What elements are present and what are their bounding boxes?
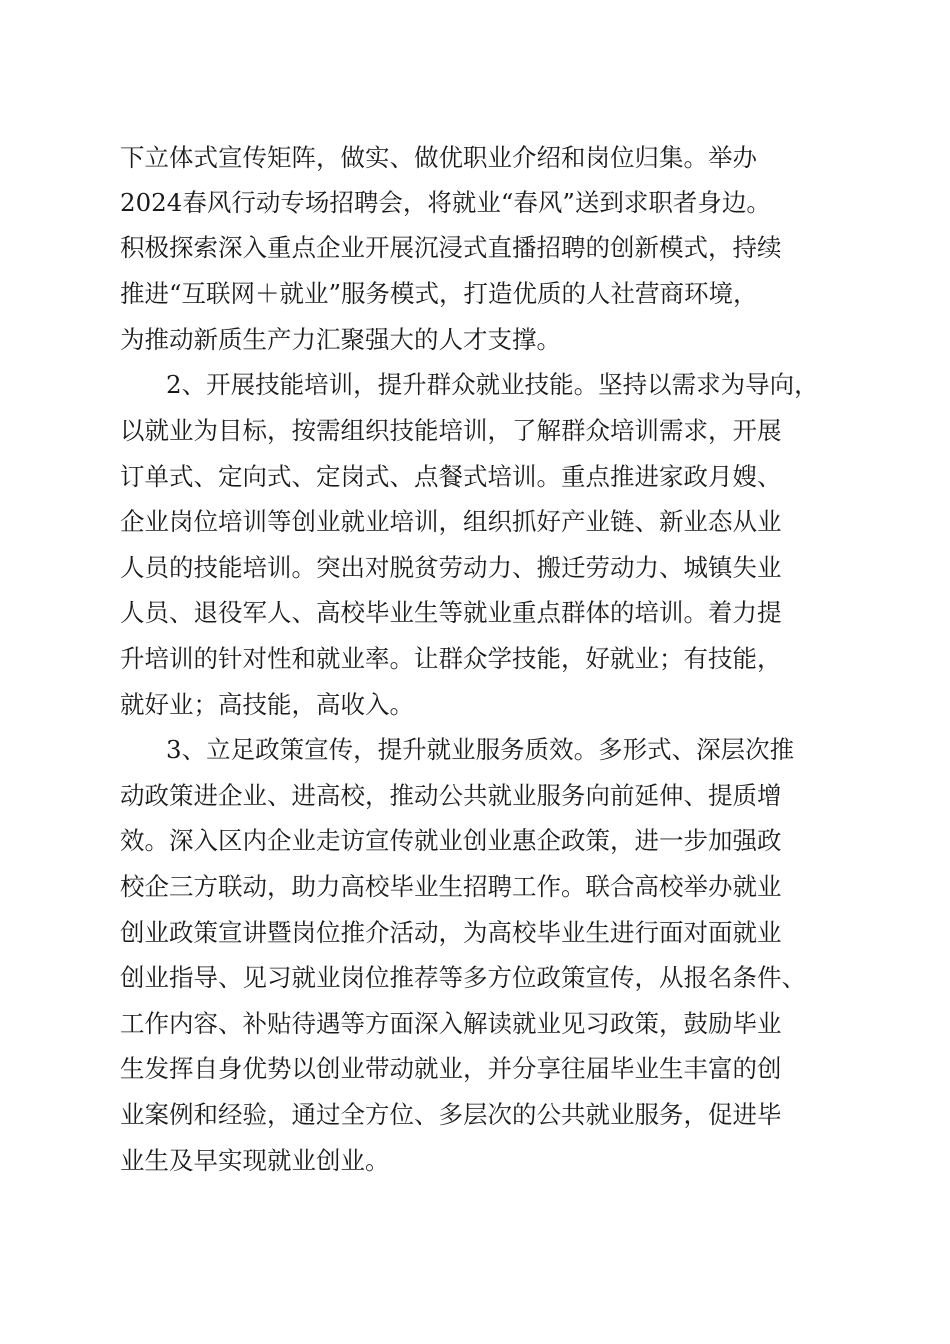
text-line-03: 积极探索深入重点企业开展沉浸式直播招聘的创新模式，持续 [120,233,782,262]
text-line-04: 推进“互联网＋就业”服务模式，打造优质的人社营商环境， [120,279,758,308]
text-line-08: 订单式、定向式、定岗式、点餐式培训。重点推进家政月嫂、 [120,462,782,491]
text-line-01: 下立体式宣传矩阵，做实、做优职业介绍和岗位归集。举办 [120,143,757,172]
text-line-21: 生发挥自身优势以创业带动就业，并分享往届毕业生丰富的创 [120,1054,782,1083]
text-line-16: 效。深入区内企业走访宣传就业创业惠企政策，进一步加强政 [120,826,782,855]
text-line-10: 人员的技能培训。突出对脱贫劳动力、搬迁劳动力、城镇失业 [120,553,782,582]
text-line-13: 就好业；高技能，高收入。 [120,690,414,719]
text-line-11: 人员、退役军人、高校毕业生等就业重点群体的培训。着力提 [120,598,782,627]
text-line-15: 动政策进企业、进高校，推动公共就业服务向前延伸、提质增 [120,781,782,810]
text-line-23: 业生及早实现就业创业。 [120,1146,390,1175]
text-line-20: 工作内容、补贴待遇等方面深入解读就业见习政策，鼓励毕业 [120,1009,782,1038]
text-line-19: 创业指导、见习就业岗位推荐等多方位政策宣传，从报名条件、 [120,963,806,992]
text-line-06: 2、开展技能培训，提升群众就业技能。坚持以需求为导向， [166,370,819,399]
text-line-05: 为推动新质生产力汇聚强大的人才支撑。 [120,325,561,354]
text-line-14: 3、立足政策宣传，提升就业服务质效。多形式、深层次推 [166,735,795,764]
text-line-18: 创业政策宣讲暨岗位推介活动，为高校毕业生进行面对面就业 [120,918,782,947]
text-line-09: 企业岗位培训等创业就业培训，组织抓好产业链、新业态从业 [120,507,782,536]
text-line-12: 升培训的针对性和就业率。让群众学技能，好就业；有技能， [120,644,782,673]
text-line-02: 2024春风行动专场招聘会，将就业“春风”送到求职者身边。 [120,188,771,217]
text-line-07: 以就业为目标，按需组织技能培训，了解群众培训需求，开展 [120,416,782,445]
text-line-17: 校企三方联动，助力高校毕业生招聘工作。联合高校举办就业 [120,872,782,901]
text-line-22: 业案例和经验，通过全方位、多层次的公共就业服务，促进毕 [120,1100,782,1129]
